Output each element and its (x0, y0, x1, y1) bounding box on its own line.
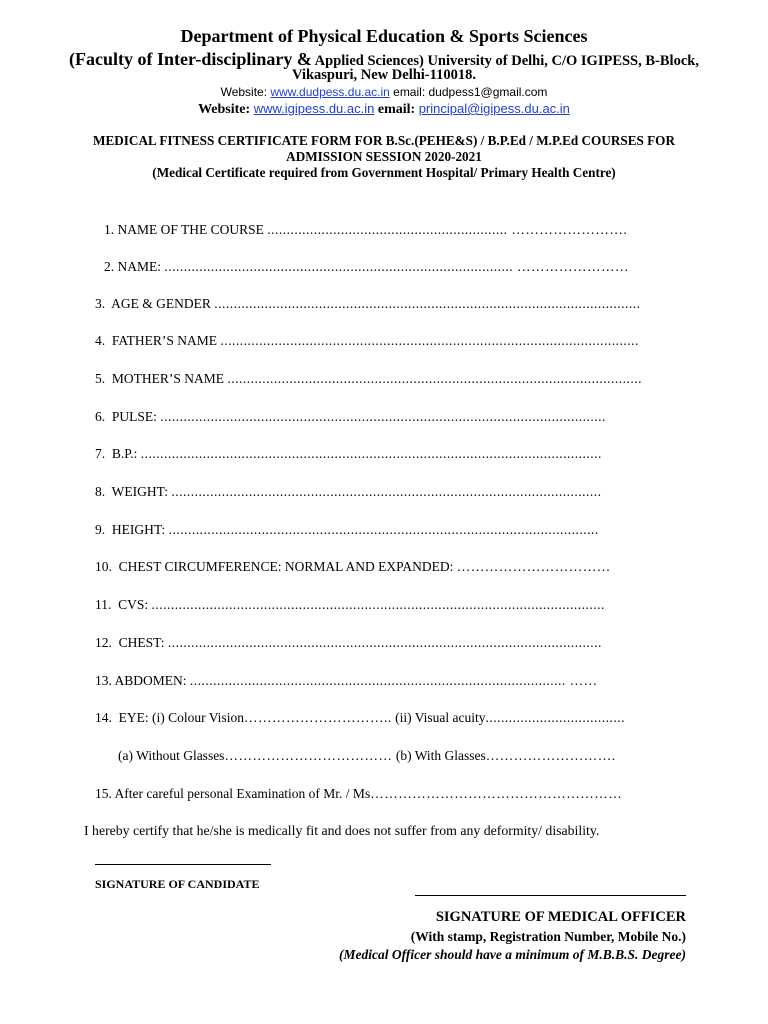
field-fill[interactable]: …………………………… (456, 559, 611, 574)
field-course[interactable] (104, 222, 627, 238)
field-label: CVS: (118, 597, 149, 612)
website-1-email-label: email: (393, 85, 426, 99)
field-label: B.P.: (111, 446, 138, 461)
colour-vision-label: (i) Colour Vision (152, 710, 244, 725)
field-chest[interactable] (95, 635, 602, 651)
website-2-link[interactable]: www.igipess.du.ac.in (253, 101, 375, 116)
field-height[interactable] (95, 522, 599, 538)
field-number: 15. (95, 786, 112, 801)
field-name[interactable] (104, 259, 629, 275)
field-fill[interactable]: ............................................................................................................... (168, 522, 599, 537)
field-number: 4. (95, 333, 106, 348)
form-title-line-1: MEDICAL FITNESS CERTIFICATE FORM FOR B.Sc.(PEHE&S) / B.P.Ed / M.P.Ed COURSES FOR (93, 133, 675, 148)
field-label: HEIGHT: (111, 522, 166, 537)
faculty-line-a: (Faculty of Inter-disciplinary & (69, 49, 312, 69)
field-fill[interactable]: ....................................................................................................................... (140, 446, 602, 461)
without-glasses-label: (a) Without Glasses (118, 748, 225, 763)
field-label: NAME: (117, 259, 161, 274)
field-label: ABDOMEN: (114, 673, 187, 688)
examination-text: After careful personal Examination of Mr. / Ms (114, 786, 371, 801)
field-eye[interactable] (95, 710, 625, 726)
candidate-signature-line[interactable] (95, 864, 271, 865)
department-title: Department of Physical Education & Sports Sciences (180, 26, 588, 46)
field-label: PULSE: (111, 409, 157, 424)
visual-acuity-label: (ii) Visual acuity (395, 710, 486, 725)
field-fill[interactable]: ............................................................................................................... (171, 484, 602, 499)
officer-degree-note: (Medical Officer should have a minimum of M.B.B.S. Degree) (339, 947, 686, 962)
officer-signature-label: SIGNATURE OF MEDICAL OFFICER (435, 909, 686, 925)
field-glasses[interactable] (118, 748, 616, 764)
field-cvs[interactable] (95, 597, 605, 613)
field-label: EYE: (118, 710, 149, 725)
field-fill[interactable]: .............................................................................................................. (214, 296, 641, 311)
visual-acuity-fill[interactable]: .................................... (485, 710, 625, 725)
field-fill[interactable]: ................................................................................................................ (167, 635, 602, 650)
field-number: 10. (95, 559, 112, 574)
field-examination[interactable] (95, 786, 622, 802)
field-number: 9. (95, 522, 106, 537)
field-label: CHEST CIRCUMFERENCE: NORMAL AND EXPANDED: (118, 559, 454, 574)
field-label: NAME OF THE COURSE (117, 222, 264, 237)
certification-statement: I hereby certify that he/she is medically fit and does not suffer from any deformity/ disability. (84, 823, 600, 838)
field-father-name[interactable] (95, 333, 639, 349)
field-number: 11. (95, 597, 112, 612)
colour-vision-fill[interactable]: ………………………….. (243, 710, 392, 725)
field-number: 6. (95, 409, 106, 424)
field-bp[interactable] (95, 446, 602, 462)
field-number: 1. (104, 222, 115, 237)
field-weight[interactable] (95, 484, 601, 500)
without-glasses-fill[interactable]: ……………………………… (224, 748, 393, 763)
website-1-link[interactable]: www.dudpess.du.ac.in (270, 85, 390, 99)
field-label: CHEST: (118, 635, 165, 650)
website-1-email: dudpess1@gmail.com (428, 85, 548, 99)
field-fill[interactable]: ............................................................................................................ (220, 333, 639, 348)
field-fill[interactable]: .......................................................................................... …………………… (164, 259, 629, 274)
field-label: MOTHER’S NAME (111, 371, 225, 386)
address-line: Vikaspuri, New Delhi-110018. (292, 67, 476, 83)
website-line-2 (0, 101, 768, 118)
field-fill[interactable]: .............................................................. ……………………. (267, 222, 628, 237)
field-number: 5. (95, 371, 106, 386)
with-glasses-fill[interactable]: ………………………. (485, 748, 616, 763)
faculty-line-b: Applied Sciences) (314, 53, 424, 69)
officer-signature-note: (With stamp, Registration Number, Mobile No.) (410, 929, 686, 944)
field-number: 8. (95, 484, 106, 499)
field-pulse[interactable] (95, 409, 606, 425)
website-line-1 (0, 85, 768, 99)
field-mother-name[interactable] (95, 371, 642, 387)
field-label: FATHER’S NAME (111, 333, 218, 348)
officer-signature-line[interactable] (415, 895, 686, 896)
field-age-gender[interactable] (95, 296, 641, 312)
website-2-email-label: email: (377, 102, 416, 117)
website-2-label: Website: (198, 102, 251, 117)
field-abdomen[interactable] (95, 673, 598, 689)
form-title-line-2: ADMISSION SESSION 2020-2021 (286, 149, 482, 164)
field-label: AGE & GENDER (111, 296, 211, 311)
form-subtitle: (Medical Certificate required from Government Hospital/ Primary Health Centre) (152, 165, 616, 180)
field-number: 13. (95, 673, 112, 688)
field-fill[interactable]: ........................................................................................................... (227, 371, 643, 386)
faculty-line-c: University of Delhi, C/O IGIPESS, B-Block, (427, 53, 699, 69)
with-glasses-label: (b) With Glasses (395, 748, 486, 763)
field-fill[interactable]: ..................................................................................................................... (151, 597, 605, 612)
field-fill[interactable]: ................................................................................................................... (160, 409, 606, 424)
field-label: WEIGHT: (111, 484, 168, 499)
field-number: 14. (95, 710, 112, 725)
field-number: 3. (95, 296, 106, 311)
website-2-email[interactable]: principal@igipess.du.ac.in (418, 101, 570, 116)
candidate-signature-label: SIGNATURE OF CANDIDATE (95, 877, 260, 891)
field-number: 7. (95, 446, 106, 461)
field-number: 12. (95, 635, 112, 650)
field-fill[interactable]: ................................................................................................. …… (189, 673, 598, 688)
field-chest-circumference[interactable] (95, 559, 611, 575)
examination-fill[interactable]: ……………………………………………… (370, 786, 623, 801)
field-number: 2. (104, 259, 115, 274)
website-1-label: Website: (220, 85, 268, 99)
